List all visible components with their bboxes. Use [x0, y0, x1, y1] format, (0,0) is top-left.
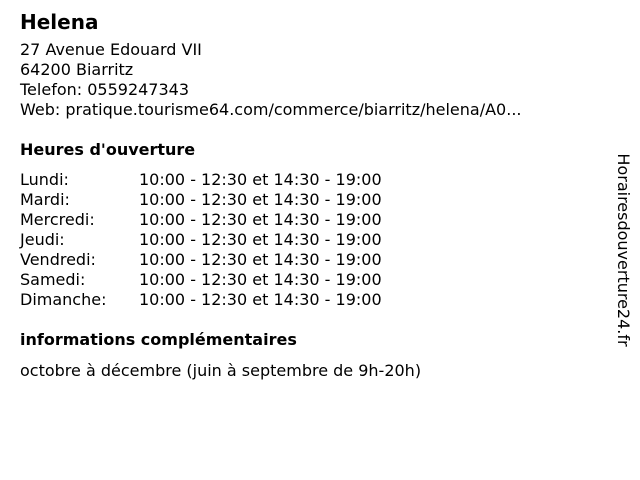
hours-row — [20, 250, 600, 270]
business-card — [20, 10, 600, 381]
day-label: Mardi: — [20, 190, 70, 209]
address-line-1: 27 Avenue Edouard VII — [20, 40, 202, 59]
day-label: Dimanche: — [20, 290, 107, 309]
opening-hours-table — [20, 170, 600, 310]
phone-number: Telefon: 0559247343 — [20, 80, 190, 99]
hours-row — [20, 170, 600, 190]
time-range: 10:00 - 12:30 et 14:30 - 19:00 — [139, 170, 382, 189]
day-label: Lundi: — [20, 170, 69, 189]
day-label: Jeudi: — [20, 230, 65, 249]
hours-row — [20, 270, 600, 290]
hours-row — [20, 210, 600, 230]
day-label: Samedi: — [20, 270, 86, 289]
day-label: Vendredi: — [20, 250, 96, 269]
additional-info-text: octobre à décembre (juin à septembre de 9h-20h) — [20, 361, 422, 380]
hours-row — [20, 290, 600, 310]
hours-row — [20, 190, 600, 210]
time-range: 10:00 - 12:30 et 14:30 - 19:00 — [139, 230, 382, 249]
time-range: 10:00 - 12:30 et 14:30 - 19:00 — [139, 290, 382, 309]
additional-info-heading: informations complémentaires — [20, 330, 297, 349]
website-link[interactable]: Web: pratique.tourisme64.com/commerce/biarritz/helena/A0... — [20, 100, 522, 119]
time-range: 10:00 - 12:30 et 14:30 - 19:00 — [139, 270, 382, 289]
time-range: 10:00 - 12:30 et 14:30 - 19:00 — [139, 190, 382, 209]
business-name: Helena — [20, 10, 99, 34]
hours-row — [20, 230, 600, 250]
site-watermark: Horairesdouverture24.fr — [614, 153, 633, 347]
time-range: 10:00 - 12:30 et 14:30 - 19:00 — [139, 250, 382, 269]
address-line-2: 64200 Biarritz — [20, 60, 134, 79]
day-label: Mercredi: — [20, 210, 95, 229]
opening-hours-heading: Heures d'ouverture — [20, 140, 196, 159]
time-range: 10:00 - 12:30 et 14:30 - 19:00 — [139, 210, 382, 229]
